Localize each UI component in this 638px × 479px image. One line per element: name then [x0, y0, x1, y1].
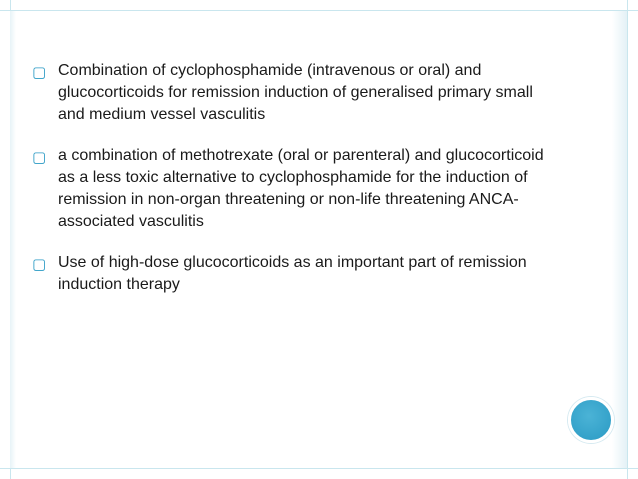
bullet-item — [32, 145, 592, 233]
square-bullet-icon: ▢ — [32, 148, 47, 166]
bullet-text: Use of high-dose glucocorticoids as an important part of remission induction therapy — [58, 254, 527, 293]
bullet-text: a combination of methotrexate (oral or parenteral) and glucocorticoid as a less toxic alternative to cyclophosphamide for the induction of remission in non-organ threatening or non-life threatening ANCA-associated vasculitis — [58, 147, 544, 230]
bullet-list — [32, 60, 592, 315]
bullet-text: Combination of cyclophosphamide (intravenous or oral) and glucocorticoids for remission induction of generalised primary small and medium vessel vasculitis — [58, 62, 533, 123]
decorative-circle — [568, 397, 614, 443]
frame-line-top — [0, 10, 638, 11]
frame-line-right — [627, 0, 628, 479]
bullet-item — [32, 252, 592, 296]
left-decor-panel — [10, 11, 16, 468]
frame-line-bottom — [0, 468, 638, 469]
right-decor-panel — [612, 11, 627, 468]
square-bullet-icon: ▢ — [32, 63, 47, 81]
bullet-item — [32, 60, 592, 126]
square-bullet-icon: ▢ — [32, 255, 47, 273]
